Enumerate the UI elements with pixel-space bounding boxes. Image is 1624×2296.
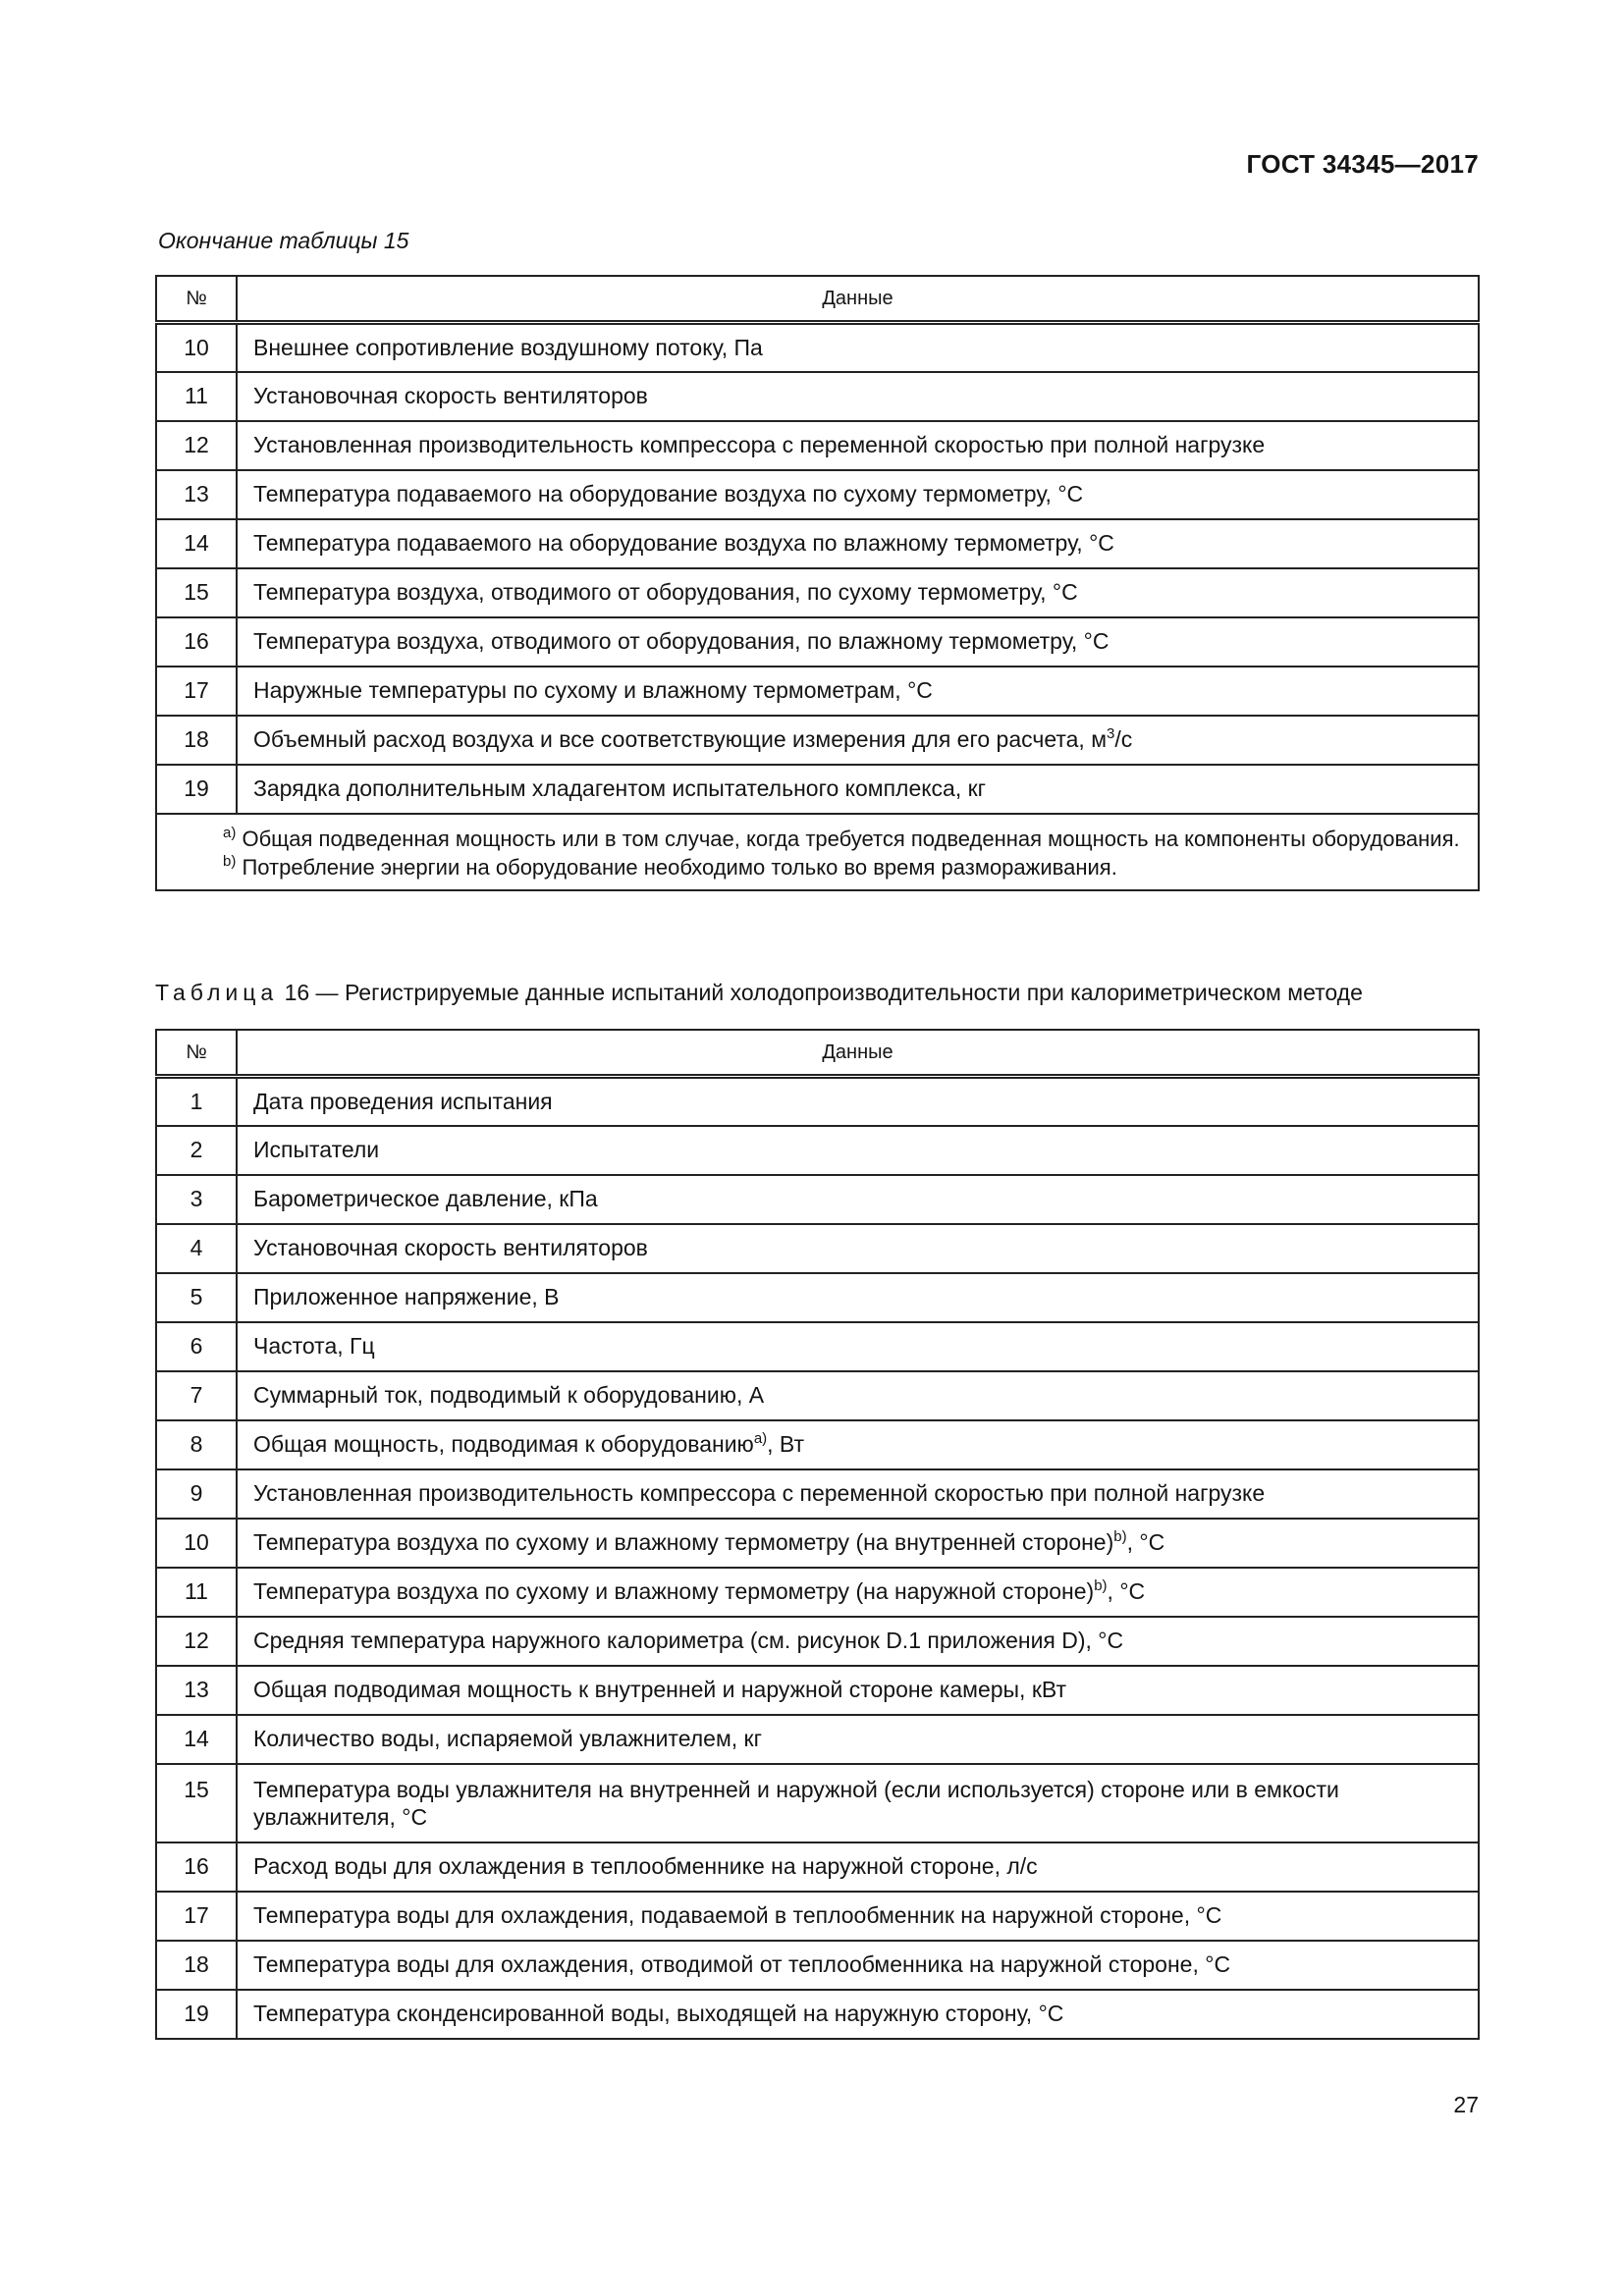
row-number: 9 xyxy=(156,1469,237,1519)
row-data xyxy=(237,1420,1479,1469)
row-data xyxy=(237,421,1479,470)
row-superscript: b) xyxy=(1113,1528,1127,1545)
table-row xyxy=(156,372,1479,421)
row-number: 5 xyxy=(156,1273,237,1322)
row-number: 18 xyxy=(156,716,237,765)
footnote-a xyxy=(172,825,1464,853)
row-number: 14 xyxy=(156,1715,237,1764)
row-number: 13 xyxy=(156,1666,237,1715)
row-data xyxy=(237,765,1479,814)
row-text: Температура подаваемого на оборудование воздуха по сухому термометру, °С xyxy=(253,481,1084,507)
row-number: 17 xyxy=(156,667,237,716)
table-row xyxy=(156,519,1479,568)
table-row xyxy=(156,568,1479,617)
row-data xyxy=(237,568,1479,617)
table15-column-data: Данные xyxy=(237,276,1479,323)
table-row xyxy=(156,1322,1479,1371)
row-number: 18 xyxy=(156,1941,237,1990)
table-row xyxy=(156,667,1479,716)
table-row xyxy=(156,1990,1479,2039)
row-number: 11 xyxy=(156,372,237,421)
row-text: Установленная производительность компрессора с переменной скоростью при полной нагрузке xyxy=(253,432,1266,457)
row-text: Общая мощность, подводимая к оборудованию xyxy=(253,1431,754,1457)
row-data xyxy=(237,372,1479,421)
row-data xyxy=(237,1990,1479,2039)
row-number: 12 xyxy=(156,421,237,470)
row-superscript: 3 xyxy=(1107,725,1115,742)
table-row xyxy=(156,617,1479,667)
table15-header-row xyxy=(156,276,1479,323)
table-row xyxy=(156,1617,1479,1666)
row-number: 6 xyxy=(156,1322,237,1371)
row-number: 13 xyxy=(156,470,237,519)
row-text: Температура воды для охлаждения, отводимой от теплообменника на наружной стороне, °С xyxy=(253,1951,1231,1977)
table-row xyxy=(156,765,1479,814)
row-number: 19 xyxy=(156,1990,237,2039)
row-data xyxy=(237,1519,1479,1568)
row-number: 1 xyxy=(156,1077,237,1126)
table-row xyxy=(156,1666,1479,1715)
row-text: Температура воздуха по сухому и влажному термометру (на наружной стороне) xyxy=(253,1578,1095,1604)
row-data xyxy=(237,470,1479,519)
row-data xyxy=(237,1175,1479,1224)
row-number: 10 xyxy=(156,1519,237,1568)
row-data xyxy=(237,1371,1479,1420)
table15-continuation-caption: Окончание таблицы 15 xyxy=(158,228,409,253)
row-text-suffix: , °С xyxy=(1126,1529,1165,1555)
table15-column-number: № xyxy=(156,276,237,323)
table-row xyxy=(156,1420,1479,1469)
row-text: Температура воды увлажнителя на внутренней и наружной (если используется) стороне или в емкости увлажнителя, °С xyxy=(253,1776,1339,1830)
row-number: 14 xyxy=(156,519,237,568)
row-text-suffix: /с xyxy=(1114,726,1133,752)
footnote-b-text: Потребление энергии на оборудование необходимо только во время размораживания. xyxy=(242,854,1117,880)
table-row xyxy=(156,1892,1479,1941)
row-data xyxy=(237,519,1479,568)
table-row xyxy=(156,1764,1479,1842)
row-text: Средняя температура наружного калориметра (см. рисунок D.1 приложения D), °С xyxy=(253,1628,1124,1653)
footnote-b-marker: b) xyxy=(223,852,237,870)
table-row xyxy=(156,421,1479,470)
table-row xyxy=(156,1126,1479,1175)
row-data xyxy=(237,1224,1479,1273)
row-number: 12 xyxy=(156,1617,237,1666)
table-row xyxy=(156,1941,1479,1990)
row-text: Температура воздуха, отводимого от оборудования, по влажному термометру, °С xyxy=(253,628,1110,654)
row-text: Установочная скорость вентиляторов xyxy=(253,1235,648,1260)
row-text-suffix: , Вт xyxy=(767,1431,805,1457)
row-text: Зарядка дополнительным хладагентом испытательного комплекса, кг xyxy=(253,775,987,801)
row-number: 4 xyxy=(156,1224,237,1273)
row-text: Дата проведения испытания xyxy=(253,1088,553,1114)
row-text: Приложенное напряжение, В xyxy=(253,1284,560,1309)
row-text: Расход воды для охлаждения в теплообменнике на наружной стороне, л/с xyxy=(253,1853,1038,1879)
row-data xyxy=(237,1941,1479,1990)
row-text: Общая подводимая мощность к внутренней и наружной стороне камеры, кВт xyxy=(253,1677,1067,1702)
table16-caption-title: 16 — Регистрируемые данные испытаний холодопроизводительности при калориметрическом методе xyxy=(278,980,1363,1005)
row-text: Суммарный ток, подводимый к оборудованию, А xyxy=(253,1382,765,1408)
row-data xyxy=(237,1126,1479,1175)
table-row xyxy=(156,716,1479,765)
row-data xyxy=(237,716,1479,765)
table-row xyxy=(156,470,1479,519)
table15-notes xyxy=(156,814,1479,890)
standard-code: ГОСТ 34345—2017 xyxy=(1246,149,1479,179)
row-text-suffix: , °С xyxy=(1107,1578,1146,1604)
row-data xyxy=(237,1764,1479,1842)
row-number: 16 xyxy=(156,1842,237,1892)
row-text: Температура подаваемого на оборудование воздуха по влажному термометру, °С xyxy=(253,530,1114,556)
row-data xyxy=(237,323,1479,372)
table-row xyxy=(156,1842,1479,1892)
table-row xyxy=(156,1568,1479,1617)
table-row xyxy=(156,1224,1479,1273)
row-text: Температура воды для охлаждения, подаваемой в теплообменник на наружной стороне, °С xyxy=(253,1902,1222,1928)
row-text: Температура воздуха, отводимого от оборудования, по сухому термометру, °С xyxy=(253,579,1078,605)
row-text: Частота, Гц xyxy=(253,1333,375,1359)
row-number: 2 xyxy=(156,1126,237,1175)
row-number: 15 xyxy=(156,1764,237,1842)
table-row xyxy=(156,1273,1479,1322)
table16-column-number: № xyxy=(156,1030,237,1077)
row-number: 3 xyxy=(156,1175,237,1224)
row-text: Барометрическое давление, кПа xyxy=(253,1186,598,1211)
table-row xyxy=(156,1469,1479,1519)
row-number: 10 xyxy=(156,323,237,372)
row-data xyxy=(237,1322,1479,1371)
footnote-a-marker: а) xyxy=(223,824,237,841)
row-data xyxy=(237,617,1479,667)
row-data xyxy=(237,1273,1479,1322)
table16-column-data: Данные xyxy=(237,1030,1479,1077)
page-number: 27 xyxy=(1453,2092,1479,2117)
row-data xyxy=(237,1715,1479,1764)
row-data xyxy=(237,1077,1479,1126)
row-data xyxy=(237,1617,1479,1666)
table16-header-row xyxy=(156,1030,1479,1077)
row-number: 17 xyxy=(156,1892,237,1941)
row-text: Установленная производительность компрессора с переменной скоростью при полной нагрузке xyxy=(253,1480,1266,1506)
footnote-b xyxy=(172,853,1464,881)
row-data xyxy=(237,667,1479,716)
row-text: Внешнее сопротивление воздушному потоку, Па xyxy=(253,334,763,360)
row-text: Температура воздуха по сухому и влажному термометру (на внутренней стороне) xyxy=(253,1529,1114,1555)
row-data xyxy=(237,1666,1479,1715)
row-data xyxy=(237,1568,1479,1617)
table16-caption xyxy=(155,980,1481,1006)
table-row xyxy=(156,1077,1479,1126)
row-data xyxy=(237,1842,1479,1892)
row-superscript: а) xyxy=(753,1430,768,1447)
table-row xyxy=(156,323,1479,372)
table-row xyxy=(156,1371,1479,1420)
row-number: 7 xyxy=(156,1371,237,1420)
row-number: 11 xyxy=(156,1568,237,1617)
row-number: 15 xyxy=(156,568,237,617)
row-text: Испытатели xyxy=(253,1137,380,1162)
table16 xyxy=(155,1029,1480,2040)
row-text: Объемный расход воздуха и все соответствующие измерения для его расчета, м xyxy=(253,726,1108,752)
row-text: Установочная скорость вентиляторов xyxy=(253,383,648,408)
row-text: Температура сконденсированной воды, выходящей на наружную сторону, °С xyxy=(253,2001,1064,2026)
row-data xyxy=(237,1469,1479,1519)
row-text: Количество воды, испаряемой увлажнителем, кг xyxy=(253,1726,762,1751)
row-number: 8 xyxy=(156,1420,237,1469)
table16-caption-word: Таблица xyxy=(155,980,279,1005)
table-row xyxy=(156,1715,1479,1764)
row-superscript: b) xyxy=(1094,1577,1108,1594)
table15-notes-row xyxy=(156,814,1479,890)
footnote-a-text: Общая подведенная мощность или в том случае, когда требуется подведенная мощность на компоненты оборудования. xyxy=(242,826,1460,851)
row-number: 19 xyxy=(156,765,237,814)
row-text: Наружные температуры по сухому и влажному термометрам, °С xyxy=(253,677,933,703)
table-row xyxy=(156,1175,1479,1224)
table15 xyxy=(155,275,1480,891)
row-data xyxy=(237,1892,1479,1941)
row-number: 16 xyxy=(156,617,237,667)
table-row xyxy=(156,1519,1479,1568)
